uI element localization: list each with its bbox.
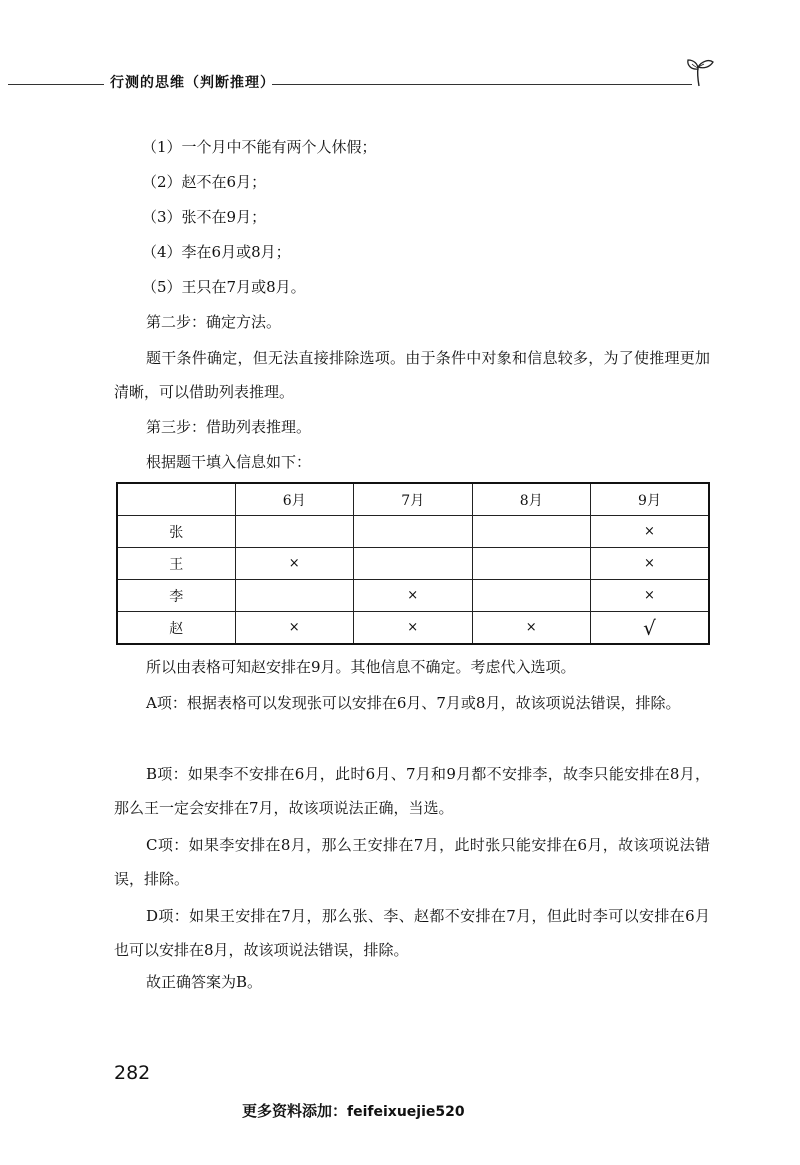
table-row xyxy=(117,548,709,580)
header-rule-left xyxy=(8,84,104,85)
condition-item: （5）王只在7月或8月。 xyxy=(142,278,306,296)
step3-heading: 第三步：借助列表推理。 xyxy=(146,418,312,436)
final-answer: 故正确答案为B。 xyxy=(146,973,263,991)
table-cell: × xyxy=(591,580,710,612)
table-cell xyxy=(354,516,473,548)
condition-item: （2）赵不在6月； xyxy=(142,173,267,191)
option-d-explanation: D项：如果王安排在7月，那么张、李、赵都不安排在7月，但此时李可以安排在6月也可以安排在8月，故该项说法错误，排除。 xyxy=(114,907,710,959)
table-header-cell xyxy=(117,483,235,516)
condition-item: （1）一个月中不能有两个人休假； xyxy=(142,138,377,156)
condition-item: （4）李在6月或8月； xyxy=(142,243,291,261)
table-intro: 根据题干填入信息如下： xyxy=(146,453,312,471)
table-header-cell: 8月 xyxy=(472,483,591,516)
table-header-cell: 7月 xyxy=(354,483,473,516)
table-row xyxy=(117,516,709,548)
row-name-cell: 赵 xyxy=(117,612,235,645)
schedule-table xyxy=(116,482,710,645)
table-row xyxy=(117,612,709,645)
condition-item: （3）张不在9月； xyxy=(142,208,267,226)
row-name-cell: 张 xyxy=(117,516,235,548)
table-cell xyxy=(354,548,473,580)
step2-heading: 第二步：确定方法。 xyxy=(146,313,282,331)
option-b-explanation: B项：如果李不安排在6月，此时6月、7月和9月都不安排李，故李只能安排在8月，那么王一定会安排在7月，故该项说法正确，当选。 xyxy=(114,765,710,817)
table-cell xyxy=(235,516,354,548)
table-header-cell: 6月 xyxy=(235,483,354,516)
table-cell: × xyxy=(472,612,591,645)
table-cell: × xyxy=(235,548,354,580)
option-c-explanation: C项：如果李安排在8月，那么王安排在7月，此时张只能安排在6月，故该项说法错误，排除。 xyxy=(114,836,710,888)
table-cell: × xyxy=(354,580,473,612)
table-cell xyxy=(472,548,591,580)
option-a-explanation: A项：根据表格可以发现张可以安排在6月、7月或8月，故该项说法错误，排除。 xyxy=(146,694,681,712)
page-number: 282 xyxy=(114,1062,151,1084)
row-name-cell: 李 xyxy=(117,580,235,612)
table-cell xyxy=(472,580,591,612)
row-name-cell: 王 xyxy=(117,548,235,580)
table-cell xyxy=(235,580,354,612)
table-cell: × xyxy=(235,612,354,645)
table-row xyxy=(117,580,709,612)
footer-note-label: 更多资料添加： xyxy=(242,1102,348,1120)
sprout-icon xyxy=(682,56,716,88)
running-header-title: 行测的思维（判断推理） xyxy=(110,75,275,91)
footer-note xyxy=(242,1100,465,1121)
table-cell: × xyxy=(591,516,710,548)
step2-text: 题干条件确定，但无法直接排除选项。由于条件中对象和信息较多，为了使推理更加清晰，可以借助列表推理。 xyxy=(114,349,710,401)
table-cell xyxy=(472,516,591,548)
table-header-row xyxy=(117,483,709,516)
header-rule-right xyxy=(272,84,692,85)
table-header-cell: 9月 xyxy=(591,483,710,516)
check-mark-cell: √ xyxy=(591,612,710,645)
table-conclusion: 所以由表格可知赵安排在9月。其他信息不确定。考虑代入选项。 xyxy=(146,658,576,676)
footer-note-id: feifeixuejie520 xyxy=(347,1104,465,1120)
table-cell: × xyxy=(591,548,710,580)
table-cell: × xyxy=(354,612,473,645)
